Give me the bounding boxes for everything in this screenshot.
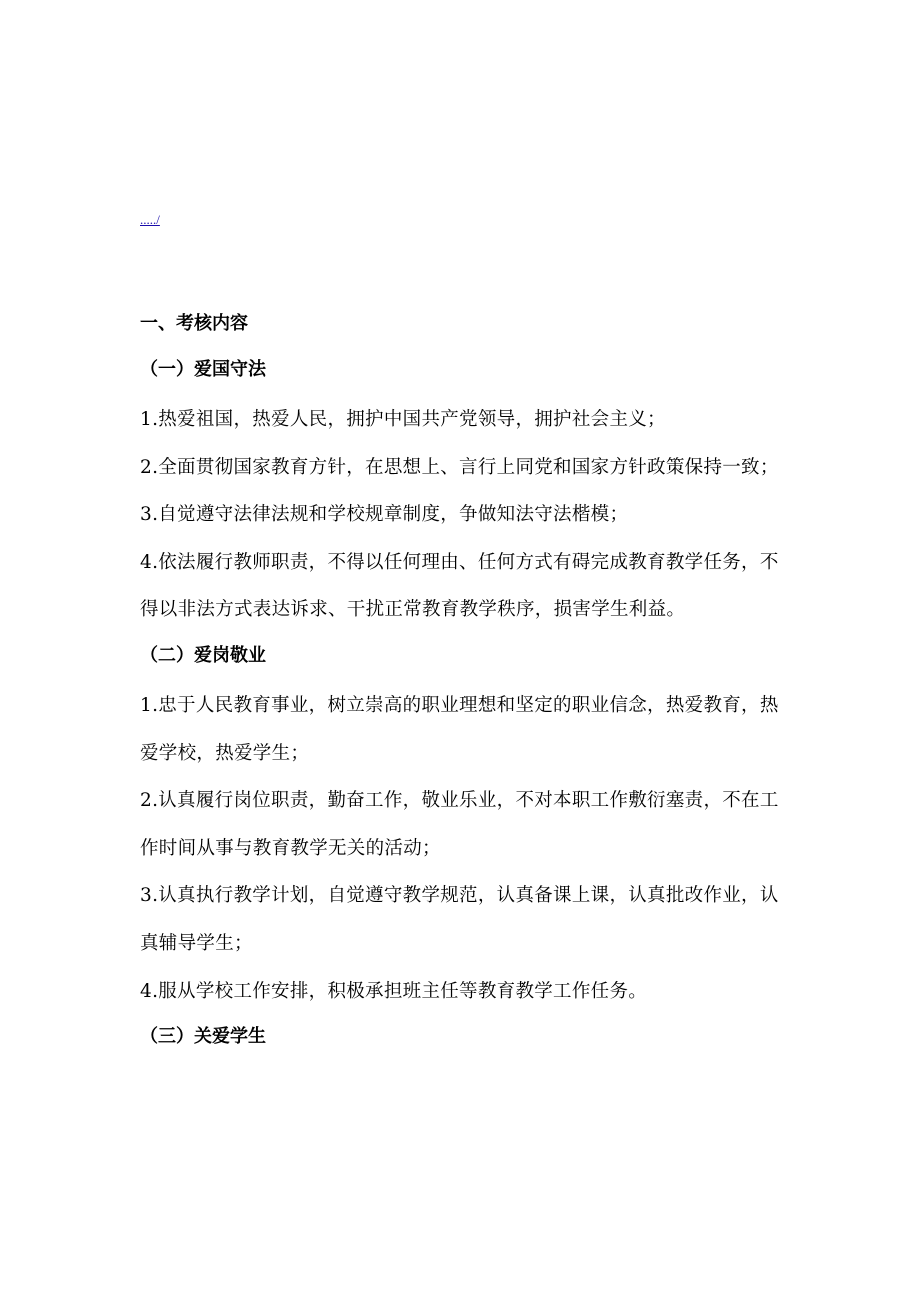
section-item: 2.全面贯彻国家教育方针，在思想上、言行上同党和国家方针政策保持一致； xyxy=(140,456,779,478)
section-item: 4.依法履行教师职责，不得以任何理由、任何方式有碍完成教育教学任务，不得以非法方式表达诉求、干扰正常教育教学秩序，损害学生利益。 xyxy=(140,551,779,621)
document-link[interactable]: ...../ xyxy=(140,212,160,227)
section-3 xyxy=(140,1019,790,1055)
document-content xyxy=(140,306,790,1063)
section-item: 3.自觉遵守法律法规和学校规章制度，争做知法守法楷模； xyxy=(140,504,629,526)
section-1 xyxy=(140,352,790,634)
section-item: 1.热爱祖国，热爱人民，拥护中国共产党领导，拥护社会主义； xyxy=(140,409,666,430)
section-item: 2.认真履行岗位职责，勤奋工作，敬业乐业，不对本职工作敷衍塞责，不在工作时间从事与教育教学无关的活动； xyxy=(140,790,779,859)
section-title: （二）爱岗敬业 xyxy=(140,644,266,666)
section-title: （一）爱国守法 xyxy=(140,359,266,380)
section-title: （三）关爱学生 xyxy=(140,1026,266,1048)
section-item: 3.认真执行教学计划，自觉遵守教学规范，认真备课上课，认真批改作业，认真辅导学生； xyxy=(140,885,779,954)
section-2 xyxy=(140,638,790,1015)
section-item: 1.忠于人民教育事业，树立崇高的职业理想和坚定的职业信念，热爱教育，热爱学校，热爱学生； xyxy=(140,694,779,764)
section-item: 4.服从学校工作安排，积极承担班主任等教育教学工作任务。 xyxy=(140,980,648,1002)
main-heading: 一、考核内容 xyxy=(140,313,248,334)
